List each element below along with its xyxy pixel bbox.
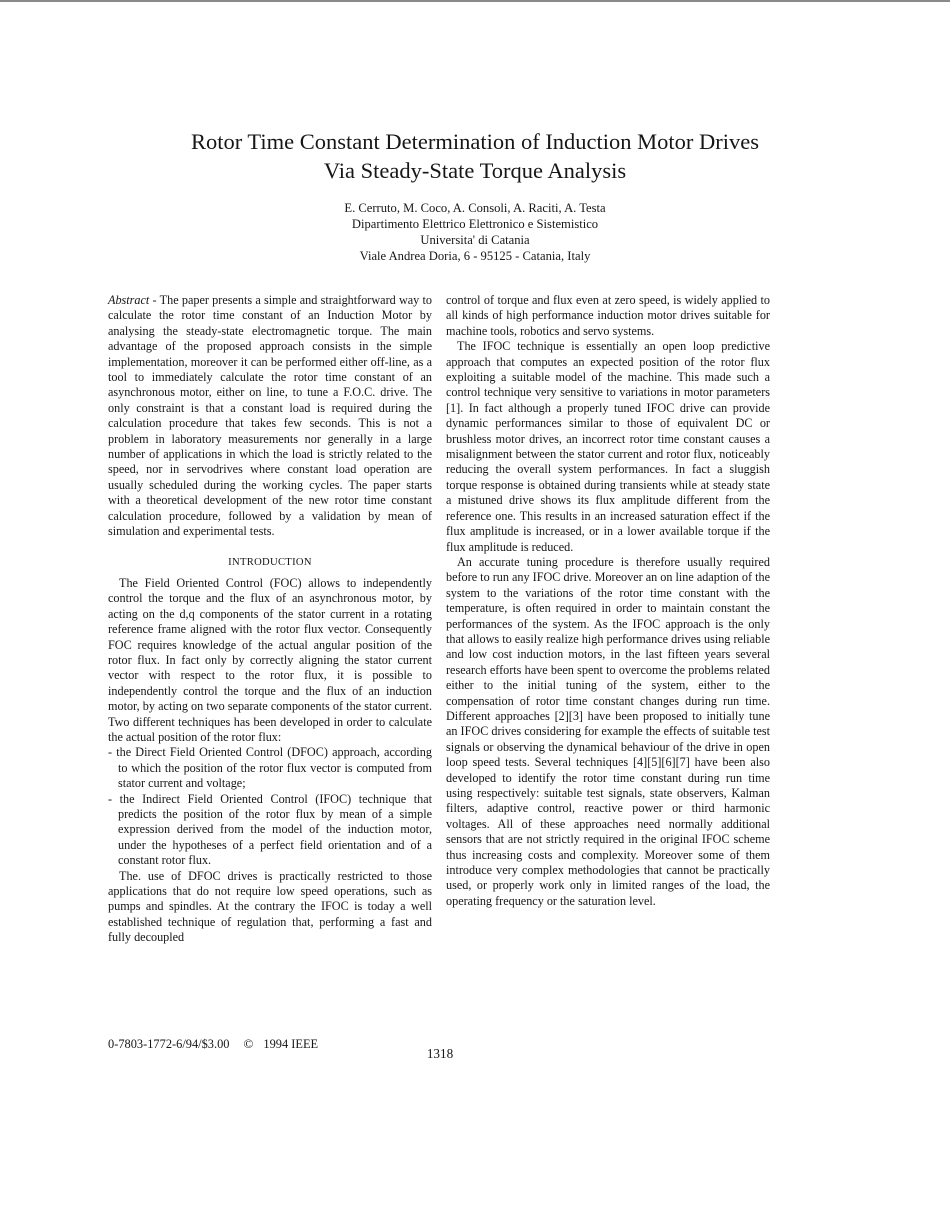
abstract-label: Abstract xyxy=(108,293,150,307)
intro-bullet-ifoc: - the Indirect Field Oriented Control (IFOC) technique that predicts the position of the rotor flux by mean of a simple expression derived from the model of the induction motor, under the hypotheses of a perfect field orientation and of a constant rotor flux. xyxy=(108,791,432,868)
right-column xyxy=(446,293,770,909)
intro-right-paragraph-3: An accurate tuning procedure is therefore usually required before to run any IFOC drive. Moreover an on line adaption of the system to the variations of the rotor time constant with the temperature, is often required in order to maintain constant the performances of the system. As the IFOC approach is the only that allows to easily realize high performance drives using reliable and low cost induction motors, in the last fifteen years several research efforts have been spent to overcome the problems related either to the initial tuning of the system, either to the compensation of rotor time constant changes during run time. Different approaches [2][3] have been proposed to initially tune an IFOC drives considering for example the effects of suitable test signals or observing the dynamical behaviour of the drive in open loop speed tests. Several techniques [4][5][6][7] have been also developed to identify the rotor time constant during run time using respectively: suitable test signals, state observers, Kalman filters, adaptive control, reactive power or third harmonic voltages. All of these approaches need normally additional sensors that are not strictly required in the original IFOC scheme thus increasing costs and complexity. Moreover some of them introduce very complex methodologies that cannot be practically used, or properly work only in limited ranges of the load, the operating frequency or the saturation level. xyxy=(446,554,771,908)
left-column xyxy=(108,293,432,946)
author-university: Universita' di Catania xyxy=(420,233,530,247)
author-address: Viale Andrea Doria, 6 - 95125 - Catania, Italy xyxy=(359,249,591,263)
intro-paragraph-2: The. use of DFOC drives is practically restricted to those applications that do not require low speed operations, such as pumps and spindles. At the contrary the IFOC is today a well established technique of regulation that, performing a fast and fully decoupled xyxy=(108,868,432,945)
abstract-paragraph xyxy=(108,293,432,540)
title-line-1: Rotor Time Constant Determination of Induction Motor Drives xyxy=(190,129,760,154)
isbn-code: 0-7803-1772-6/94/$3.00 xyxy=(108,1037,230,1051)
page-top-border xyxy=(0,0,950,2)
intro-paragraph-1: The Field Oriented Control (FOC) allows to independently control the torque and the flux of an asynchronous motor, by acting on the d,q components of the stator current in a rotating reference frame aligned with the rotor flux vector. Consequently FOC requires knowledge of the actual angular position of the rotor flux. In fact only by correctly aligning the stator current vector with respect to the rotor flux, it is possible to independently control the torque and the flux of an induction motor, by acting on two separate components of the stator current. Two different techniques has been developed in order to calculate the actual position of the rotor flux: xyxy=(108,575,432,744)
intro-right-paragraph-1: control of torque and flux even at zero speed, is widely applied to all kinds of high performance induction motor drives suitable for machine tools, robotics and servo systems. xyxy=(446,293,770,338)
copyright-icon: © xyxy=(243,1036,254,1051)
page-number: 1318 xyxy=(426,1046,454,1061)
abstract-text: The paper presents a simple and straightforward way to calculate the rotor time constant of an Induction Motor by analysing the steady-state electromagnetic torque. The main advantage of the proposed approach consists in the simple implementation, moreover it can be performed either off-line, as a tool to immediately calculate the rotor time constant of an asynchronous motor, either on line, to tune a F.O.C. drive. The only constraint is that a constant load is required during the calculation procedure that takes few seconds. This is not a problem in laboratory measurements nor generally in a large number of applications in which the load is strictly related to the speed, nor in servodrives where constant load operation are usually scheduled during the working cycles. The paper starts with a theoretical development of the new rotor time constant calculation procedure, followed by a validation by mean of simulation and experimental tests. xyxy=(108,293,432,539)
author-names: E. Cerruto, M. Coco, A. Consoli, A. Raciti, A. Testa xyxy=(344,201,606,215)
author-block xyxy=(160,200,790,264)
title-line-2: Via Steady-State Torque Analysis xyxy=(323,158,627,183)
abstract-dash: - xyxy=(149,293,160,307)
intro-right-paragraph-2: The IFOC technique is essentially an open loop predictive approach that computes an expected position of the rotor flux exploiting a suitable model of the machine. This made such a control technique very sensitive to variations in motor parameters [1]. In fact although a properly tuned IFOC drive can provide dynamic performances similar to those of equivalent DC or brushless motor drives, an incorrect rotor time constant causes a misalignment between the stator current and rotor flux, noticeably reducing the overall system performances. In fact a sluggish torque response is obtained during transients while at steady state a mistuned drive shows its flux amplitude different from the reference one. This results in an increased saturation effect if the flux amplitude is increased, or in a lower available torque if the flux amplitude is reduced. xyxy=(446,339,770,554)
paper-title xyxy=(60,127,890,185)
intro-bullet-dfoc: - the Direct Field Oriented Control (DFOC) approach, according to which the position of the rotor flux vector is computed from stator current and voltage; xyxy=(108,745,432,791)
author-department: Dipartimento Elettrico Elettronico e Sistemistico xyxy=(351,217,599,231)
introduction-heading: INTRODUCTION xyxy=(228,556,312,568)
copyright-line xyxy=(108,1036,318,1052)
copyright-year: 1994 IEEE xyxy=(263,1037,319,1051)
